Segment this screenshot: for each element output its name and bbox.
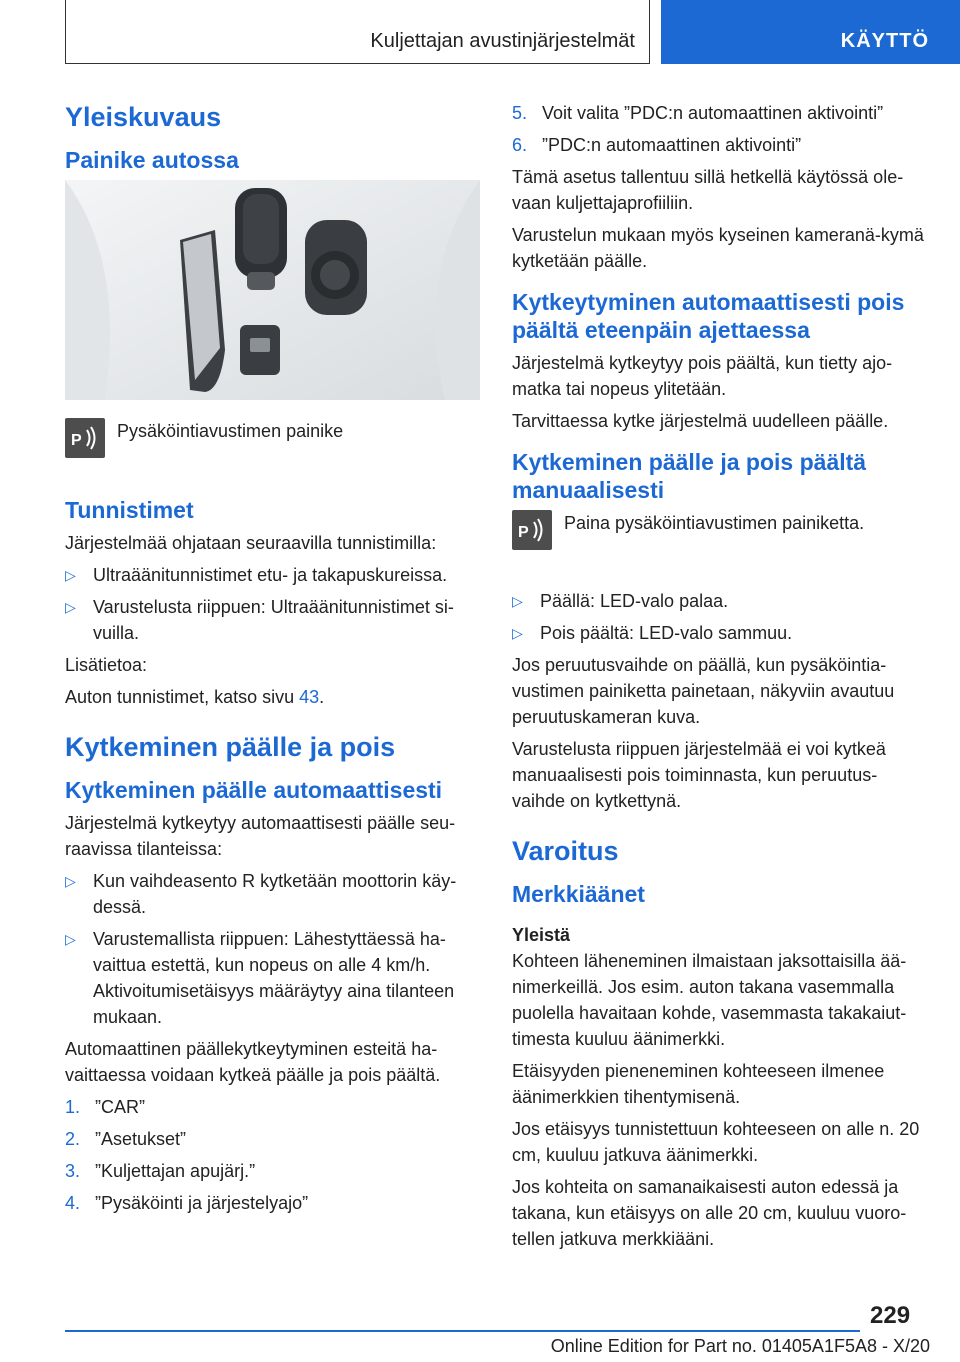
- auto-intro: Järjestelmä kytkeytyy automaattisesti päälle seu-raavissa tilanteissa:: [65, 813, 456, 859]
- heading-manual: Kytkeminen päälle ja pois päältä manuaalisesti: [512, 449, 867, 503]
- paragraph: Varustelun mukaan myös kyseinen kameranä-kymä kytketään päälle.: [512, 225, 924, 271]
- paragraph: Järjestelmä kytkeytyy pois päältä, kun tietty ajo-matka tai nopeus ylitetään.: [512, 353, 893, 399]
- parking-assist-button-icon: [65, 418, 105, 458]
- step-item: 3. ”Kuljettajan apujärj.”: [65, 1161, 256, 1181]
- auto-paragraph: Automaattinen päällekytkeytyminen esteitä ha-vaittaessa voidaan kytkeä päälle ja pois päältä.: [65, 1039, 441, 1085]
- footer-edition: Online Edition for Part no. 01405A1F5A8 - X/20: [550, 1336, 930, 1356]
- paragraph: Etäisyyden pieneneminen kohteeseen ilmenee äänimerkkien tihentymisenä.: [512, 1061, 885, 1107]
- more-info-label: Lisätietoa:: [65, 655, 148, 675]
- manual-caption: Paina pysäköintiavustimen painiketta.: [564, 513, 865, 533]
- paragraph: Tarvittaessa kytke järjestelmä uudelleen päälle.: [512, 411, 889, 431]
- sensors-intro: Järjestelmää ohjataan seuraavilla tunnistimilla:: [65, 533, 437, 553]
- cross-reference: Auton tunnistimet, katso sivu 43.: [65, 687, 325, 707]
- step-item: 6. ”PDC:n automaattinen aktivointi”: [512, 135, 802, 155]
- step-item: 5. Voit valita ”PDC:n automaattinen aktivointi”: [512, 103, 884, 123]
- list-item: ▷ Pois päältä: LED-valo sammuu.: [512, 620, 927, 646]
- parking-assist-button-icon: [512, 510, 552, 550]
- page-number: 229: [870, 1302, 911, 1329]
- heading-switch-on-off: Kytkeminen päälle ja pois: [65, 732, 396, 762]
- svg-text:P: P: [518, 524, 529, 541]
- step-item: 4. ”Pysäköinti ja järjestelyajo”: [65, 1193, 309, 1213]
- list-item: ▷ Varustemallista riippuen: Lähestyttäessä ha-vaittua estettä, kun nopeus on alle 4 km/h. Aktivoitumisetäisyys määräytyy aina tilanteen mukaan.: [65, 926, 480, 1030]
- paragraph: Tämä asetus tallentuu sillä hetkellä käytössä ole-vaan kuljettajaprofiiliin.: [512, 167, 904, 213]
- triangle-right-icon: ▷: [65, 599, 76, 615]
- console-illustration: [65, 180, 480, 400]
- console-photo: [65, 180, 480, 400]
- section-title: Kuljettajan avustinjärjestelmät: [370, 30, 635, 52]
- step-item: 1. ”CAR”: [65, 1097, 145, 1117]
- triangle-right-icon: ▷: [512, 625, 523, 641]
- heading-button-in-car: Painike autossa: [65, 147, 239, 173]
- left-column: [65, 100, 480, 1222]
- list-item: ▷ Kun vaihdeasento R kytketään moottorin käy-dessä.: [65, 868, 480, 920]
- heading-auto-off: Kytkeytyminen automaattisesti pois päältä eteenpäin ajettaessa: [512, 289, 905, 343]
- footer-divider: [65, 1330, 860, 1332]
- figure-caption: [65, 418, 480, 482]
- list-item: ▷ Päällä: LED-valo palaa.: [512, 588, 927, 614]
- caption-text: Pysäköintiavustimen painike: [117, 421, 344, 441]
- paragraph: Varustelusta riippuen järjestelmää ei voi kytkeä manuaalisesti pois toiminnasta, kun peruutus-vaihde on kytkettynä.: [512, 739, 886, 811]
- heading-beeps: Merkkiäänet: [512, 881, 645, 907]
- triangle-right-icon: ▷: [65, 873, 76, 889]
- heading-sensors: Tunnistimet: [65, 497, 194, 523]
- triangle-right-icon: ▷: [512, 593, 523, 609]
- step-item: 2. ”Asetukset”: [65, 1129, 187, 1149]
- paragraph: Jos kohteita on samanaikaisesti auton edessä ja takana, kun etäisyys on alle 20 cm, kuuluu vuoro-tellen jatkuva merkkiääni.: [512, 1177, 907, 1249]
- heading-warning: Varoitus: [512, 836, 619, 866]
- paragraph: Jos etäisyys tunnistettuun kohteeseen on alle n. 20 cm, kuuluu jatkuva äänimerkki.: [512, 1119, 920, 1165]
- manual-instruction: [512, 510, 927, 574]
- paragraph: Jos peruutusvaihde on päällä, kun pysäköintia-vustimen painiketta painetaan, näkyviin avautuu peruutuskameran kuva.: [512, 655, 895, 727]
- chapter-label: KÄYTTÖ: [840, 30, 929, 52]
- list-item: ▷ Ultraäänitunnistimet etu- ja takapuskureissa.: [65, 562, 480, 588]
- page-link[interactable]: 43: [299, 687, 320, 707]
- triangle-right-icon: ▷: [65, 931, 76, 947]
- svg-text:P: P: [71, 432, 82, 449]
- heading-general: Yleistä: [512, 925, 571, 945]
- paragraph: Kohteen läheneminen ilmaistaan jaksottaisilla ää-nimerkeillä. Jos esim. auton takana vasemmalla puolella havaitaan kohde, vasemmasta takakaiut-timesta kuuluu äänimerkki.: [512, 951, 907, 1049]
- right-column: [512, 100, 927, 1258]
- heading-overview: Yleiskuvaus: [65, 102, 222, 132]
- list-item: ▷ Varustelusta riippuen: Ultraäänitunnistimet si-vuilla.: [65, 594, 480, 646]
- heading-auto-on: Kytkeminen päälle automaattisesti: [65, 777, 443, 803]
- triangle-right-icon: ▷: [65, 567, 76, 583]
